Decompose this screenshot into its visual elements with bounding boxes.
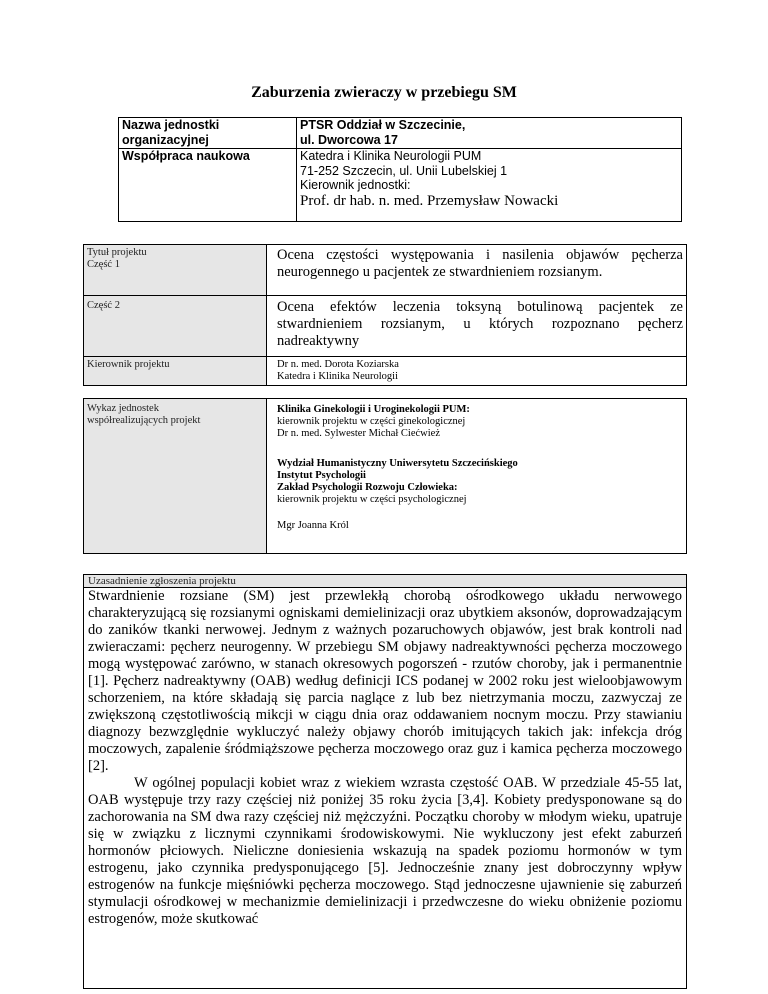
coop-label-cell: [119, 149, 297, 222]
justification-table: [83, 574, 687, 989]
leader-label-cell: [84, 357, 267, 386]
coop-line2: 71-252 Szczecin, ul. Unii Lubelskiej 1: [300, 163, 508, 178]
unit2-role: kierownik projektu w części psychologicznej: [277, 494, 467, 505]
page-title: Zaburzenia zwieraczy w przebiegu SM: [251, 84, 517, 101]
leader-line1: Dr n. med. Dorota Koziarska: [277, 359, 399, 370]
coop-line3: Kierownik jednostki:: [300, 178, 411, 192]
units-label-line2: współrealizujących projekt: [87, 415, 201, 426]
unit2-name-line2: Instytut Psychologii: [277, 470, 366, 481]
unit2-person: Mgr Joanna Król: [277, 520, 349, 531]
coop-label: Współpraca naukowa: [122, 149, 250, 163]
unit1-person: Dr n. med. Sylwester Michał Ciećwież: [277, 428, 440, 439]
unit-value-line1: PTSR Oddział w Szczecinie,: [300, 118, 466, 132]
leader-line2: Katedra i Klinika Neurologii: [277, 371, 399, 382]
coop-line4: Prof. dr hab. n. med. Przemysław Nowacki: [300, 192, 559, 209]
organization-table: [118, 117, 682, 222]
justification-paragraph-2: W ogólnej populacji kobiet wraz z wiekiem wzrasta częstość OAB. W przedziale 45-55 lat, OAB występuje trzy razy częściej niż poniżej 35 roku życia [3,4]. Kobiety predysponowane są do zachorowania na SM dwa razy częściej niż mężczyźni. Początku choroby w młodym wieku, upatruje się w związku z licznymi czynnikami środowiskowymi. Nie wykluczony jest efekt zaburzeń hormonów płciowych. Nieliczne doniesienia wskazują na spadek poziomu hormonów w tym estrogenu, jako czynnika predysponującego [5]. Jednocześnie znany jest dobroczynny wpływ estrogenów na funkcje mięśniówki pęcherza moczowego. Stąd jednoczesne ujawnienie się zaburzeń stymulacji ośrodkowej w mechanizmie demielinizacji i przedwczesne do wieku obniżenie poziomu estrogenów, może skutkować: [88, 775, 682, 927]
project-table: [83, 244, 687, 386]
title-label-cell: [84, 245, 267, 296]
units-table: [83, 398, 687, 554]
coop-line1: Katedra i Klinika Neurologii PUM: [300, 149, 482, 163]
unit-label-cell: [119, 118, 297, 149]
units-value-cell: [267, 399, 687, 554]
title-label-line2: Część 1: [87, 259, 120, 270]
part2-label: Część 2: [87, 300, 120, 311]
leader-label: Kierownik projektu: [87, 359, 170, 370]
part2-label-cell: [84, 296, 267, 357]
justification-header: Uzasadnienie zgłoszenia projektu: [84, 575, 687, 588]
leader-value-cell: [267, 357, 687, 386]
unit1-name: Klinika Ginekologii i Uroginekologii PUM:: [277, 404, 470, 415]
part2-value: Ocena efektów leczenia toksyną botulinową pacjentek ze stwardnieniem rozsianym, u których rozpoznano pęcherz nadreaktywny: [267, 296, 687, 357]
justification-body: [84, 588, 687, 989]
unit1-role: kierownik projektu w części ginekologicznej: [277, 416, 466, 427]
units-label-line1: Wykaz jednostek: [87, 403, 159, 414]
unit-value-line2: ul. Dworcowa 17: [300, 132, 398, 147]
unit-value-cell: [297, 118, 682, 149]
coop-value-cell: [297, 149, 682, 222]
units-label-cell: [84, 399, 267, 554]
justification-paragraph-1: Stwardnienie rozsiane (SM) jest przewlekłą chorobą ośrodkowego układu nerwowego charakteryzującą się rozsianymi ogniskami demielinizacji oraz ubytkiem aksonów, doprowadzającym do zaników tkanki nerwowej. Jednym z ważnych pozaruchowych objawów, jest brak kontroli nad zwieraczami: pęcherz neurogenny. W przebiegu SM objawy nadreaktywności pęcherza moczowego mogą występować zarówno, w stanach okresowych pogorszeń - rzutów choroby, jak i permanentnie [1]. Pęcherz nadreaktywny (OAB) według definicji ICS podanej w 2002 roku jest wieloobjawowym schorzeniem, na które składają się parcia naglące z lub bez nietrzymania moczu, zazwyczaj ze zwiększoną częstotliwością mikcji w ciągu dnia oraz oddawaniem nocnym moczu. Przy stawianiu diagnozy bezwzględnie wykluczyć należy objawy chorób imitujących takich jak: infekcja dróg moczowych, zapalenie śródmiąższowe pęcherza moczowego oraz guz i kamica pęcherza moczowego [2].: [88, 588, 682, 774]
title-label-line1: Tytuł projektu: [87, 247, 147, 258]
unit2-name-line1: Wydział Humanistyczny Uniwersytetu Szczecińskiego: [277, 458, 518, 469]
unit2-name-line3: Zakład Psychologii Rozwoju Człowieka:: [277, 482, 458, 493]
part1-value: Ocena częstości występowania i nasilenia objawów pęcherza neurogennego u pacjentek ze stwardnieniem rozsianym.: [267, 245, 687, 296]
unit-label: Nazwa jednostki organizacyjnej: [122, 118, 220, 147]
